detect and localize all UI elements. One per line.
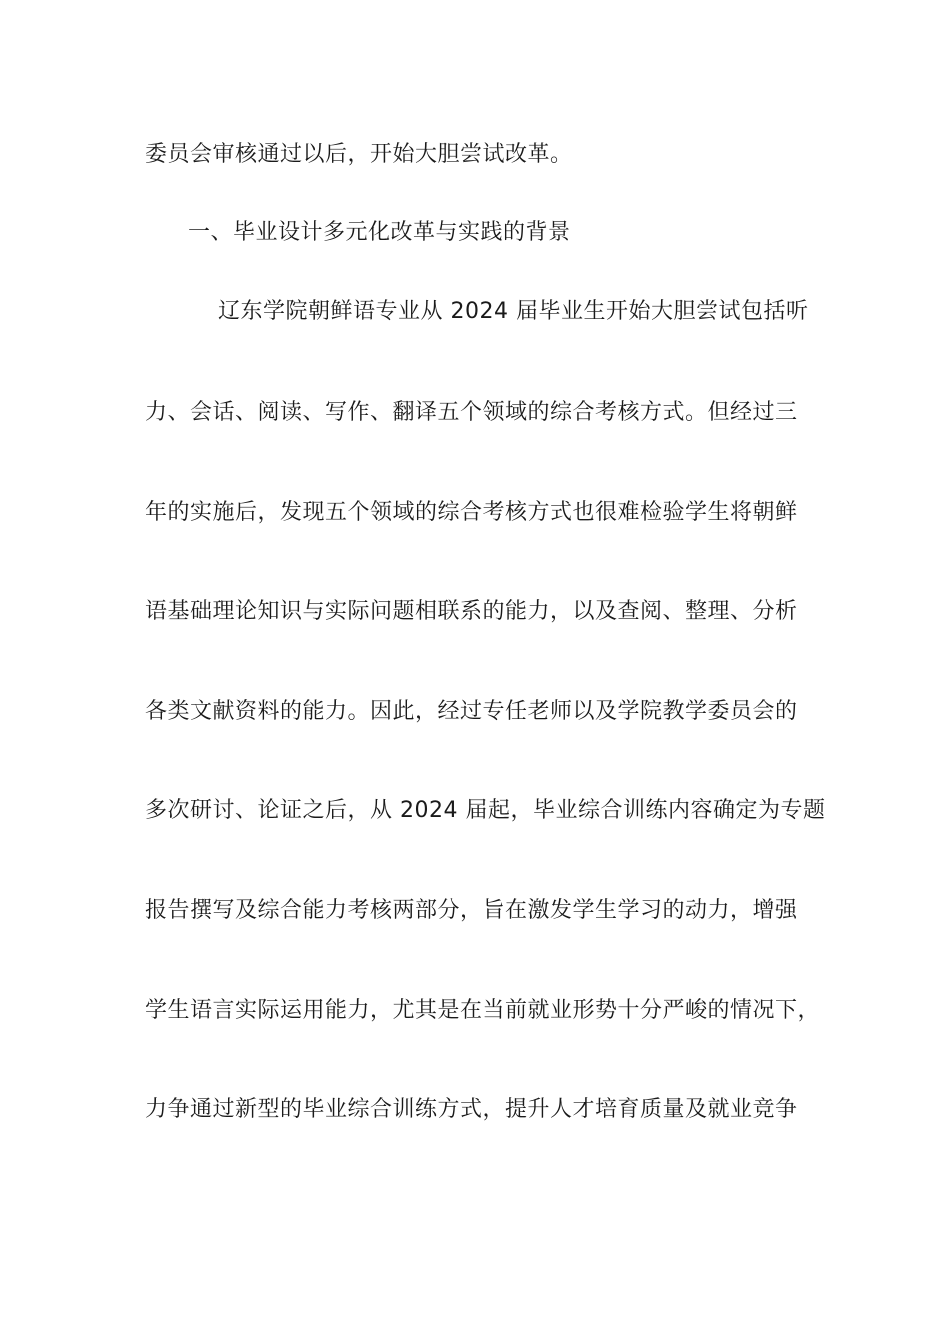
paragraph-line: 各类文献资料的能力。因此，经过专任老师以及学院教学委员会的 bbox=[145, 699, 798, 724]
paragraph-line: 力争通过新型的毕业综合训练方式，提升人才培育质量及就业竞争 bbox=[145, 1097, 798, 1122]
paragraph-continuation-line: 委员会审核通过以后，开始大胆尝试改革。 bbox=[145, 142, 573, 167]
paragraph-line: 辽东学院朝鲜语专业从 2024 届毕业生开始大胆尝试包括听 bbox=[218, 299, 809, 324]
section-heading: 一、毕业设计多元化改革与实践的背景 bbox=[188, 220, 571, 245]
paragraph-line: 年的实施后，发现五个领域的综合考核方式也很难检验学生将朝鲜 bbox=[145, 500, 798, 525]
paragraph-line: 力、会话、阅读、写作、翻译五个领域的综合考核方式。但经过三 bbox=[145, 400, 798, 425]
paragraph-line: 学生语言实际运用能力，尤其是在当前就业形势十分严峻的情况下， bbox=[145, 998, 821, 1023]
paragraph-line: 报告撰写及综合能力考核两部分，旨在激发学生学习的动力，增强 bbox=[145, 898, 798, 923]
paragraph-line: 多次研讨、论证之后，从 2024 届起，毕业综合训练内容确定为专题 bbox=[145, 798, 826, 823]
paragraph-line: 语基础理论知识与实际问题相联系的能力，以及查阅、整理、分析 bbox=[145, 599, 798, 624]
